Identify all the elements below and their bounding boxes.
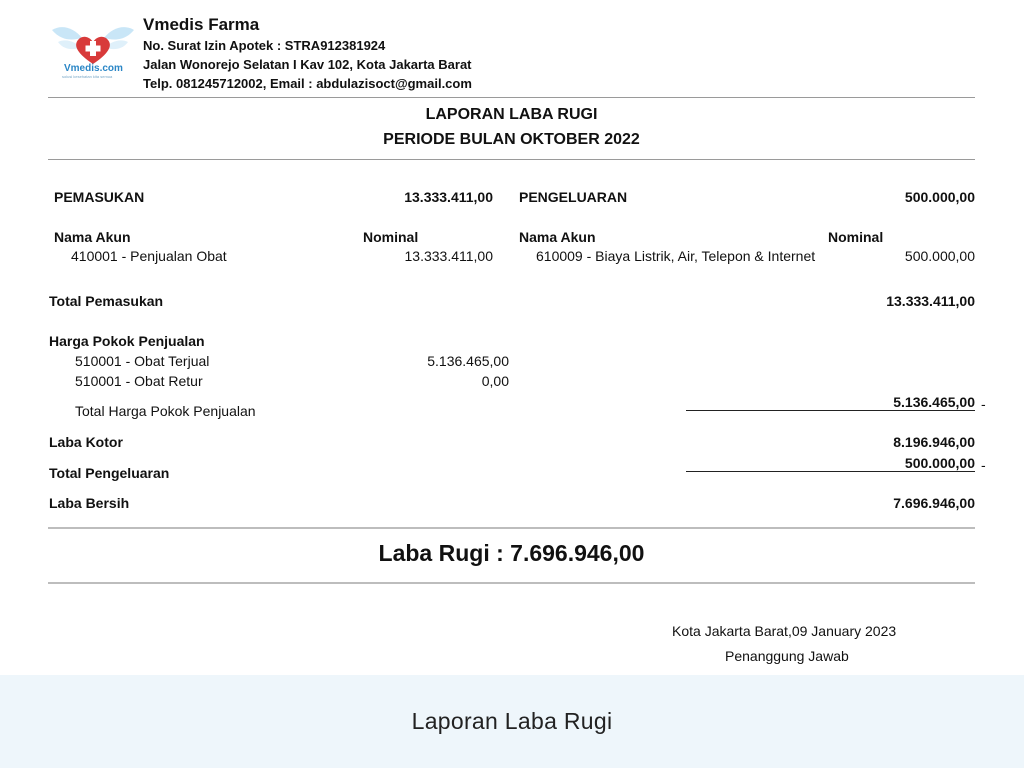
- company-license: No. Surat Izin Apotek : STRA912381924: [143, 38, 386, 53]
- net-profit-value: 7.696.946,00: [893, 495, 975, 511]
- cogs-total-label: Total Harga Pokok Penjualan: [75, 403, 256, 419]
- cogs-total-value: 5.136.465,00: [893, 394, 975, 410]
- report-period: PERIODE BULAN OKTOBER 2022: [383, 131, 640, 148]
- income-heading: PEMASUKAN: [54, 189, 145, 205]
- report-title: LAPORAN LABA RUGI: [425, 106, 598, 123]
- income-col-nominal: Nominal: [363, 229, 419, 245]
- total-expense-label: Total Pengeluaran: [49, 465, 170, 481]
- total-expense-underline: [686, 471, 975, 472]
- title-divider: [48, 159, 975, 160]
- company-logo: [48, 20, 138, 82]
- caption-text: Laporan Laba Rugi: [411, 708, 613, 734]
- minus-sign: -: [981, 396, 986, 412]
- company-name: Vmedis Farma: [143, 15, 260, 34]
- cogs-row-account: 510001 - Obat Terjual: [75, 353, 210, 369]
- signature-role: Penanggung Jawab: [725, 648, 849, 664]
- profit-loss-result: Laba Rugi : 7.696.946,00: [378, 540, 645, 566]
- total-income-label: Total Pemasukan: [49, 293, 164, 309]
- minus-sign: -: [981, 457, 986, 473]
- total-expense-value: 500.000,00: [904, 455, 975, 471]
- gross-profit-label: Laba Kotor: [49, 434, 123, 450]
- net-profit-label: Laba Bersih: [49, 495, 130, 511]
- expense-heading-total: 500.000,00: [904, 189, 975, 205]
- expense-heading: PENGELUARAN: [519, 189, 628, 205]
- total-income-value: 13.333.411,00: [886, 293, 975, 309]
- company-address: Jalan Wonorejo Selatan I Kav 102, Kota Jakarta Barat: [143, 57, 472, 72]
- income-col-account: Nama Akun: [54, 229, 131, 245]
- logo-tagline: solusi kesehatan kita semua: [62, 74, 113, 79]
- cogs-total-underline: [686, 410, 975, 411]
- company-contact: Telp. 081245712002, Email : abdulazisoct@gmail.com: [143, 76, 472, 91]
- expense-col-account: Nama Akun: [519, 229, 596, 245]
- header-divider: [48, 97, 975, 98]
- income-row-account: 410001 - Penjualan Obat: [71, 248, 227, 264]
- cogs-row-nominal: 0,00: [481, 373, 509, 389]
- cogs-row-nominal: 5.136.465,00: [427, 353, 509, 369]
- signature-place-date: Kota Jakarta Barat,09 January 2023: [672, 623, 897, 639]
- expense-col-nominal: Nominal: [828, 229, 884, 245]
- expense-row-nominal: 500.000,00: [904, 248, 975, 264]
- expense-row-account: 610009 - Biaya Listrik, Air, Telepon & Internet: [536, 248, 816, 264]
- income-heading-total: 13.333.411,00: [404, 189, 493, 205]
- logo-text: Vmedis.com: [64, 63, 123, 74]
- result-divider-top: [48, 527, 975, 529]
- cogs-heading: Harga Pokok Penjualan: [49, 333, 205, 349]
- cogs-row-account: 510001 - Obat Retur: [75, 373, 203, 389]
- income-row-nominal: 13.333.411,00: [404, 248, 493, 264]
- gross-profit-value: 8.196.946,00: [893, 434, 975, 450]
- result-divider-bottom: [48, 582, 975, 584]
